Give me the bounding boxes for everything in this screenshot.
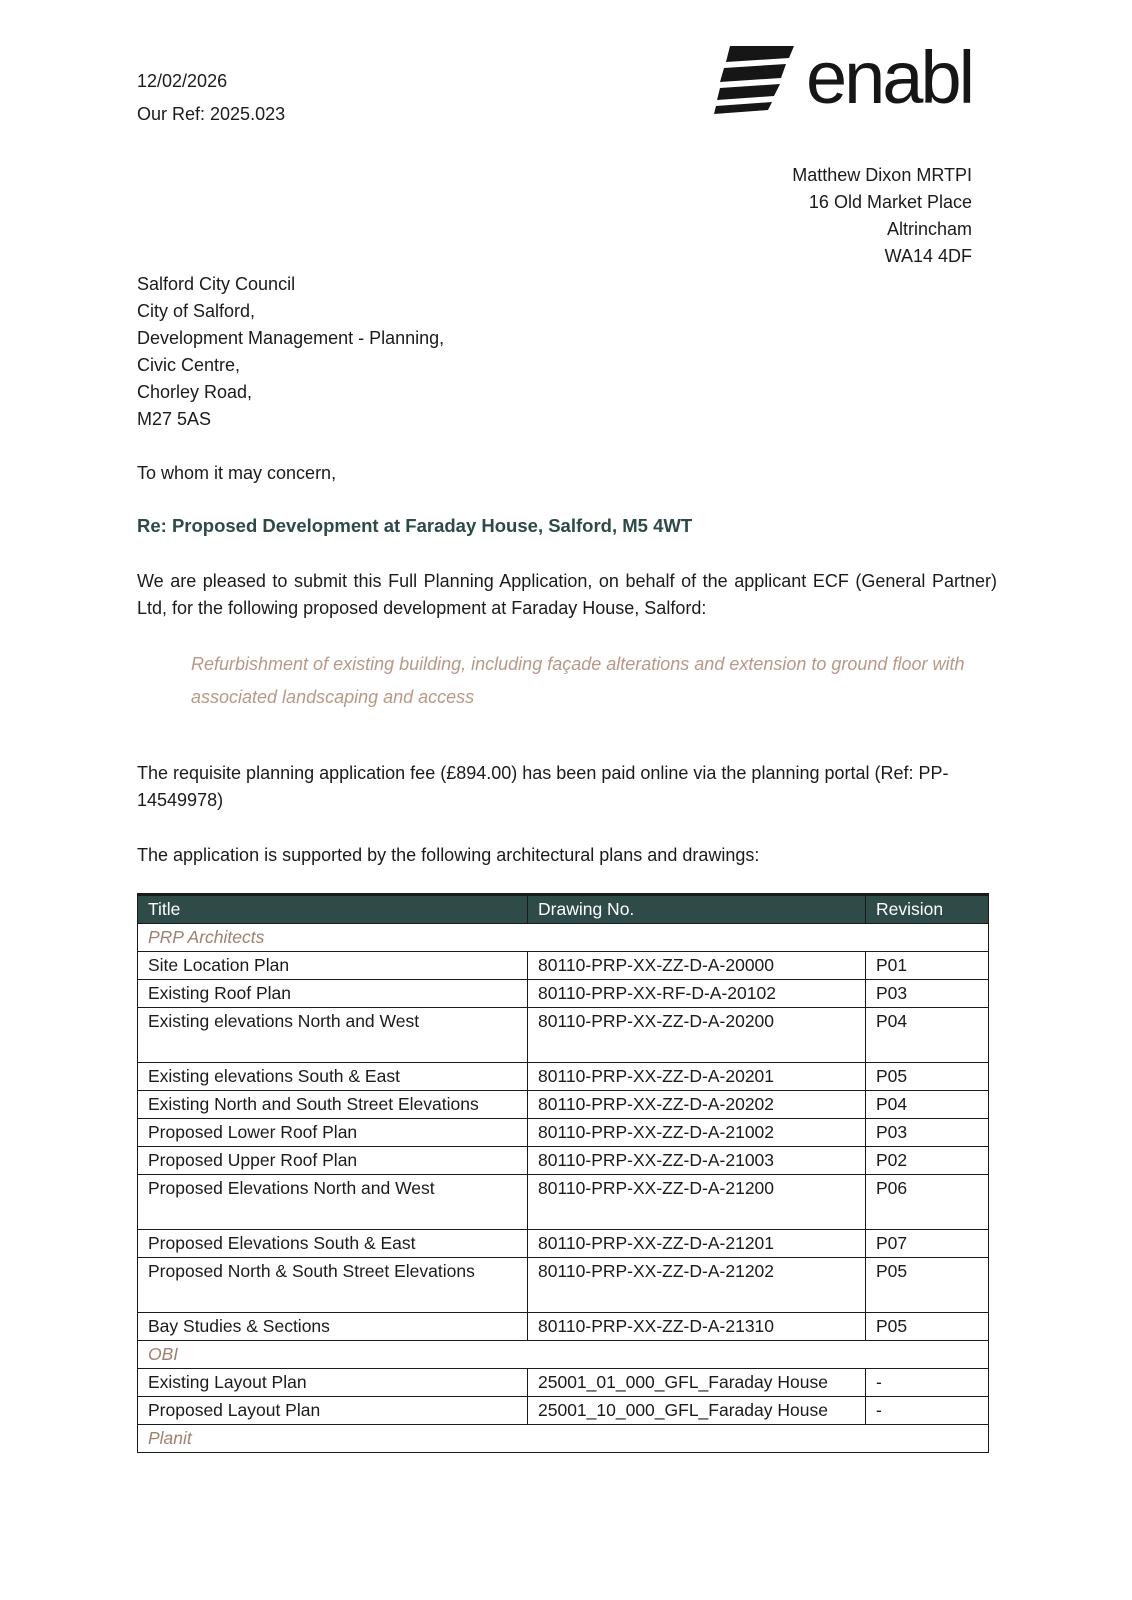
drawing-title-cell: Bay Studies & Sections <box>138 1313 528 1341</box>
sender-line: Altrincham <box>886 219 972 239</box>
intro-paragraph: We are pleased to submit this Full Planning Application, on behalf of the applicant ECF (General Partner) Ltd, for the following proposed development at Faraday House, Salford: <box>137 571 997 618</box>
drawing-title-cell: Existing Roof Plan <box>138 980 528 1008</box>
revision-cell: P04 <box>866 1091 989 1119</box>
revision-cell: P01 <box>866 952 989 980</box>
fee-paragraph: The requisite planning application fee (£894.00) has been paid online via the planning portal (Ref: PP-14549978) <box>137 763 949 810</box>
table-row <box>138 1369 989 1397</box>
our-reference: Our Ref: 2025.023 <box>137 104 286 124</box>
recipient-address <box>137 271 444 433</box>
table-group-row <box>138 924 989 952</box>
revision-cell: P02 <box>866 1147 989 1175</box>
recipient-line: Civic Centre, <box>137 355 241 375</box>
development-description: Refurbishment of existing building, including façade alterations and extension to ground floor with associated landscaping and access <box>191 654 965 707</box>
enabl-logo-wordmark: enabl <box>806 36 973 119</box>
drawing-number-cell: 80110-PRP-XX-ZZ-D-A-21202 <box>528 1258 866 1313</box>
letter-date: 12/02/2026 <box>137 71 228 91</box>
table-group-row <box>138 1425 989 1453</box>
recipient-line: Chorley Road, <box>137 382 253 402</box>
salutation: To whom it may concern, <box>137 463 337 483</box>
drawing-title-cell: Existing elevations North and West <box>138 1008 528 1063</box>
table-group-row <box>138 1341 989 1369</box>
table-row <box>138 1147 989 1175</box>
sender-address <box>792 162 972 270</box>
drawing-number-cell: 80110-PRP-XX-ZZ-D-A-21200 <box>528 1175 866 1230</box>
revision-cell: P06 <box>866 1175 989 1230</box>
drawing-number-cell: 25001_01_000_GFL_Faraday House <box>528 1369 866 1397</box>
group-label: OBI <box>138 1341 989 1369</box>
enabl-logo-mark-icon <box>714 44 796 116</box>
recipient-line: Development Management - Planning, <box>137 328 445 348</box>
drawing-title-cell: Proposed Layout Plan <box>138 1397 528 1425</box>
recipient-line: City of Salford, <box>137 301 256 321</box>
supporting-paragraph: The application is supported by the following architectural plans and drawings: <box>137 845 760 865</box>
column-header-revision: Revision <box>866 895 989 924</box>
table-row <box>138 1258 989 1313</box>
drawing-number-cell: 80110-PRP-XX-ZZ-D-A-21310 <box>528 1313 866 1341</box>
drawings-table <box>137 893 989 1453</box>
table-row <box>138 1119 989 1147</box>
drawing-number-cell: 80110-PRP-XX-ZZ-D-A-20202 <box>528 1091 866 1119</box>
revision-cell: P03 <box>866 980 989 1008</box>
drawing-number-cell: 80110-PRP-XX-ZZ-D-A-21003 <box>528 1147 866 1175</box>
drawing-number-cell: 80110-PRP-XX-ZZ-D-A-20201 <box>528 1063 866 1091</box>
group-label: Planit <box>138 1425 989 1453</box>
drawing-title-cell: Existing North and South Street Elevations <box>138 1091 528 1119</box>
group-label: PRP Architects <box>138 924 989 952</box>
table-row <box>138 1397 989 1425</box>
revision-cell: P03 <box>866 1119 989 1147</box>
recipient-line: Salford City Council <box>137 274 296 294</box>
table-row <box>138 1175 989 1230</box>
column-header-drawing-no: Drawing No. <box>528 895 866 924</box>
drawing-title-cell: Proposed Elevations North and West <box>138 1175 528 1230</box>
table-row <box>138 1091 989 1119</box>
revision-cell: P04 <box>866 1008 989 1063</box>
drawing-number-cell: 25001_10_000_GFL_Faraday House <box>528 1397 866 1425</box>
sender-line: Matthew Dixon MRTPI <box>792 165 972 185</box>
drawing-title-cell: Site Location Plan <box>138 952 528 980</box>
drawing-number-cell: 80110-PRP-XX-ZZ-D-A-20200 <box>528 1008 866 1063</box>
drawing-title-cell: Proposed Elevations South & East <box>138 1230 528 1258</box>
drawing-title-cell: Existing Layout Plan <box>138 1369 528 1397</box>
revision-cell: - <box>866 1397 989 1425</box>
subject-line: Re: Proposed Development at Faraday House, Salford, M5 4WT <box>137 515 693 536</box>
table-row <box>138 1008 989 1063</box>
table-row <box>138 1313 989 1341</box>
table-header-row <box>138 895 989 924</box>
column-header-title: Title <box>138 895 528 924</box>
drawing-title-cell: Proposed Lower Roof Plan <box>138 1119 528 1147</box>
drawing-number-cell: 80110-PRP-XX-ZZ-D-A-20000 <box>528 952 866 980</box>
table-row <box>138 1230 989 1258</box>
table-body <box>138 924 989 1453</box>
drawing-title-cell: Proposed Upper Roof Plan <box>138 1147 528 1175</box>
revision-cell: P05 <box>866 1063 989 1091</box>
drawing-number-cell: 80110-PRP-XX-ZZ-D-A-21201 <box>528 1230 866 1258</box>
drawing-title-cell: Existing elevations South & East <box>138 1063 528 1091</box>
drawing-title-cell: Proposed North & South Street Elevations <box>138 1258 528 1313</box>
sender-line: WA14 4DF <box>884 246 972 266</box>
recipient-line: M27 5AS <box>137 409 212 429</box>
revision-cell: P07 <box>866 1230 989 1258</box>
revision-cell: P05 <box>866 1258 989 1313</box>
enabl-logo <box>714 36 986 119</box>
table-row <box>138 952 989 980</box>
table-row <box>138 980 989 1008</box>
sender-line: 16 Old Market Place <box>808 192 972 212</box>
revision-cell: P05 <box>866 1313 989 1341</box>
drawing-number-cell: 80110-PRP-XX-RF-D-A-20102 <box>528 980 866 1008</box>
table-row <box>138 1063 989 1091</box>
revision-cell: - <box>866 1369 989 1397</box>
drawing-number-cell: 80110-PRP-XX-ZZ-D-A-21002 <box>528 1119 866 1147</box>
